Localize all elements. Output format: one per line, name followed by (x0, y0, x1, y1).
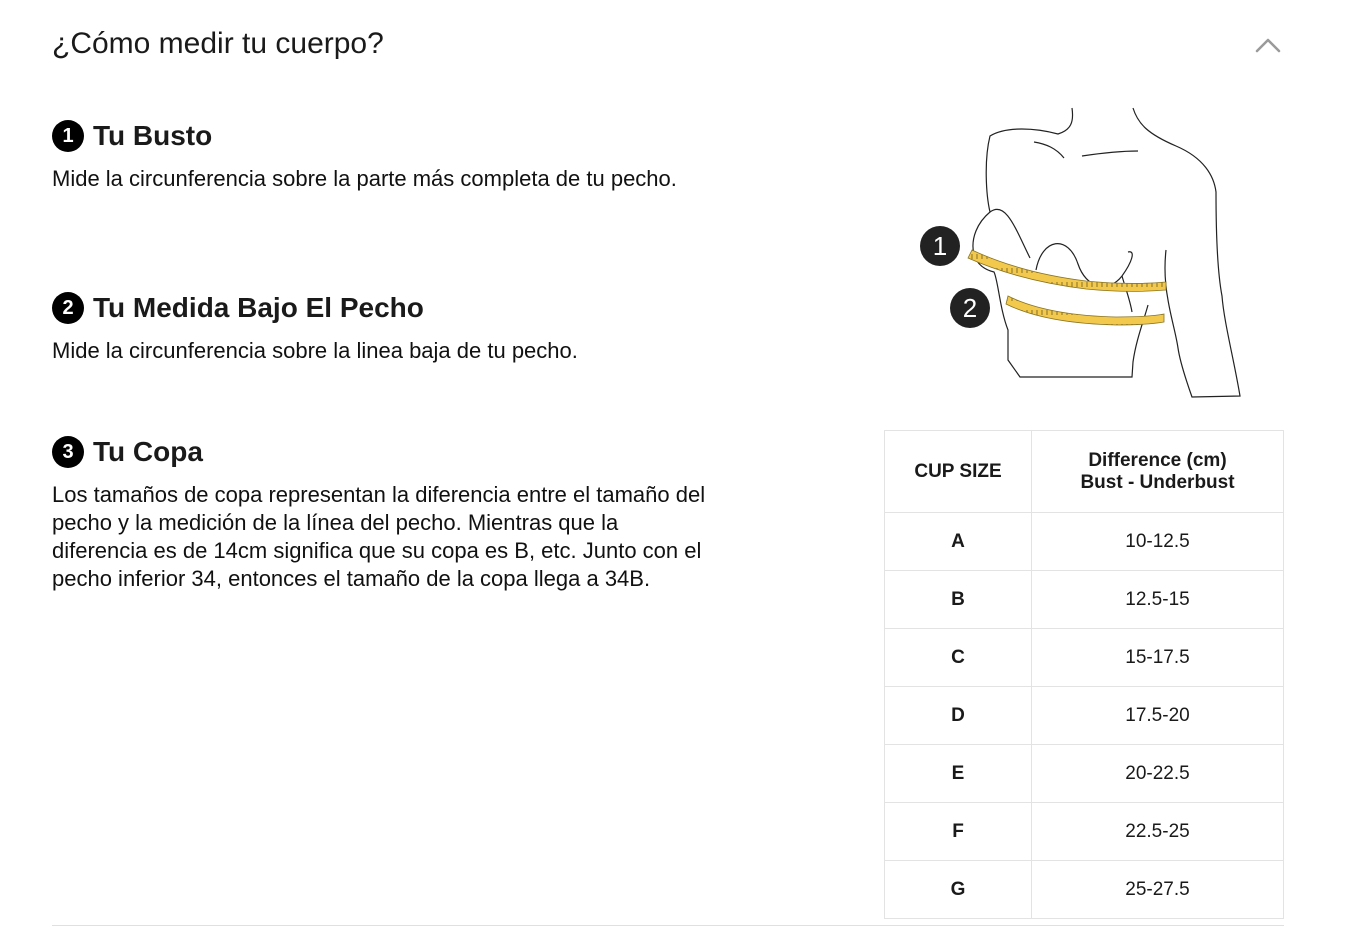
cup-cell: E (885, 745, 1032, 803)
step-description: Los tamaños de copa representan la diferencia entre el tamaño del pecho y la medición de la línea del pecho. Mientras que la diferencia es de 14cm significa que su copa es B, etc. Junto con el pecho inferior 34, entonces el tamaño de la copa llega a 34B. (52, 482, 706, 591)
header-difference-line2: Bust - Underbust (1080, 471, 1235, 493)
difference-cell: 12.5-15 (1032, 571, 1284, 629)
difference-cell: 17.5-20 (1032, 687, 1284, 745)
cup-cell: D (885, 687, 1032, 745)
torso-outline (973, 108, 1240, 397)
table-row (885, 513, 1284, 571)
section-divider (52, 925, 1284, 926)
cup-cell: C (885, 629, 1032, 687)
table-row (885, 861, 1284, 919)
collapse-toggle-button[interactable] (1250, 30, 1286, 60)
step-cup (52, 435, 712, 593)
table-row (885, 629, 1284, 687)
step-bust (52, 119, 712, 193)
header-difference-line1: Difference (cm) (1088, 449, 1227, 471)
step-number-badge: 3 (52, 436, 84, 468)
table-row (885, 687, 1284, 745)
difference-cell: 10-12.5 (1032, 513, 1284, 571)
header-cup-size: CUP SIZE (885, 431, 1032, 513)
marker-bust (920, 226, 960, 266)
svg-text:2: 2 (962, 293, 978, 323)
table-row (885, 803, 1284, 861)
cup-cell: B (885, 571, 1032, 629)
step-title: Tu Medida Bajo El Pecho (93, 292, 424, 323)
chevron-up-icon (1250, 30, 1286, 60)
section-title: ¿Cómo medir tu cuerpo? (52, 27, 384, 60)
cup-cell: G (885, 861, 1032, 919)
step-heading (52, 291, 712, 325)
measurement-illustration (886, 100, 1282, 415)
difference-cell: 25-27.5 (1032, 861, 1284, 919)
step-number-badge: 1 (52, 120, 84, 152)
step-title: Tu Busto (93, 120, 213, 151)
step-heading (52, 119, 712, 153)
difference-cell: 22.5-25 (1032, 803, 1284, 861)
step-title: Tu Copa (93, 436, 203, 467)
table-row (885, 745, 1284, 803)
difference-cell: 15-17.5 (1032, 629, 1284, 687)
svg-text:1: 1 (932, 231, 948, 261)
difference-cell: 20-22.5 (1032, 745, 1284, 803)
step-underbust (52, 291, 712, 365)
header-difference (1032, 431, 1284, 513)
cup-cell: F (885, 803, 1032, 861)
step-description: Mide la circunferencia sobre la parte más completa de tu pecho. (52, 166, 677, 191)
cup-cell: A (885, 513, 1032, 571)
marker-underbust (950, 288, 990, 328)
underbust-tape (1006, 296, 1164, 325)
step-number-badge: 2 (52, 292, 84, 324)
cup-size-table (884, 430, 1284, 919)
step-description: Mide la circunferencia sobre la linea baja de tu pecho. (52, 338, 578, 363)
table-row (885, 571, 1284, 629)
table-header-row (885, 431, 1284, 513)
step-heading (52, 435, 712, 469)
